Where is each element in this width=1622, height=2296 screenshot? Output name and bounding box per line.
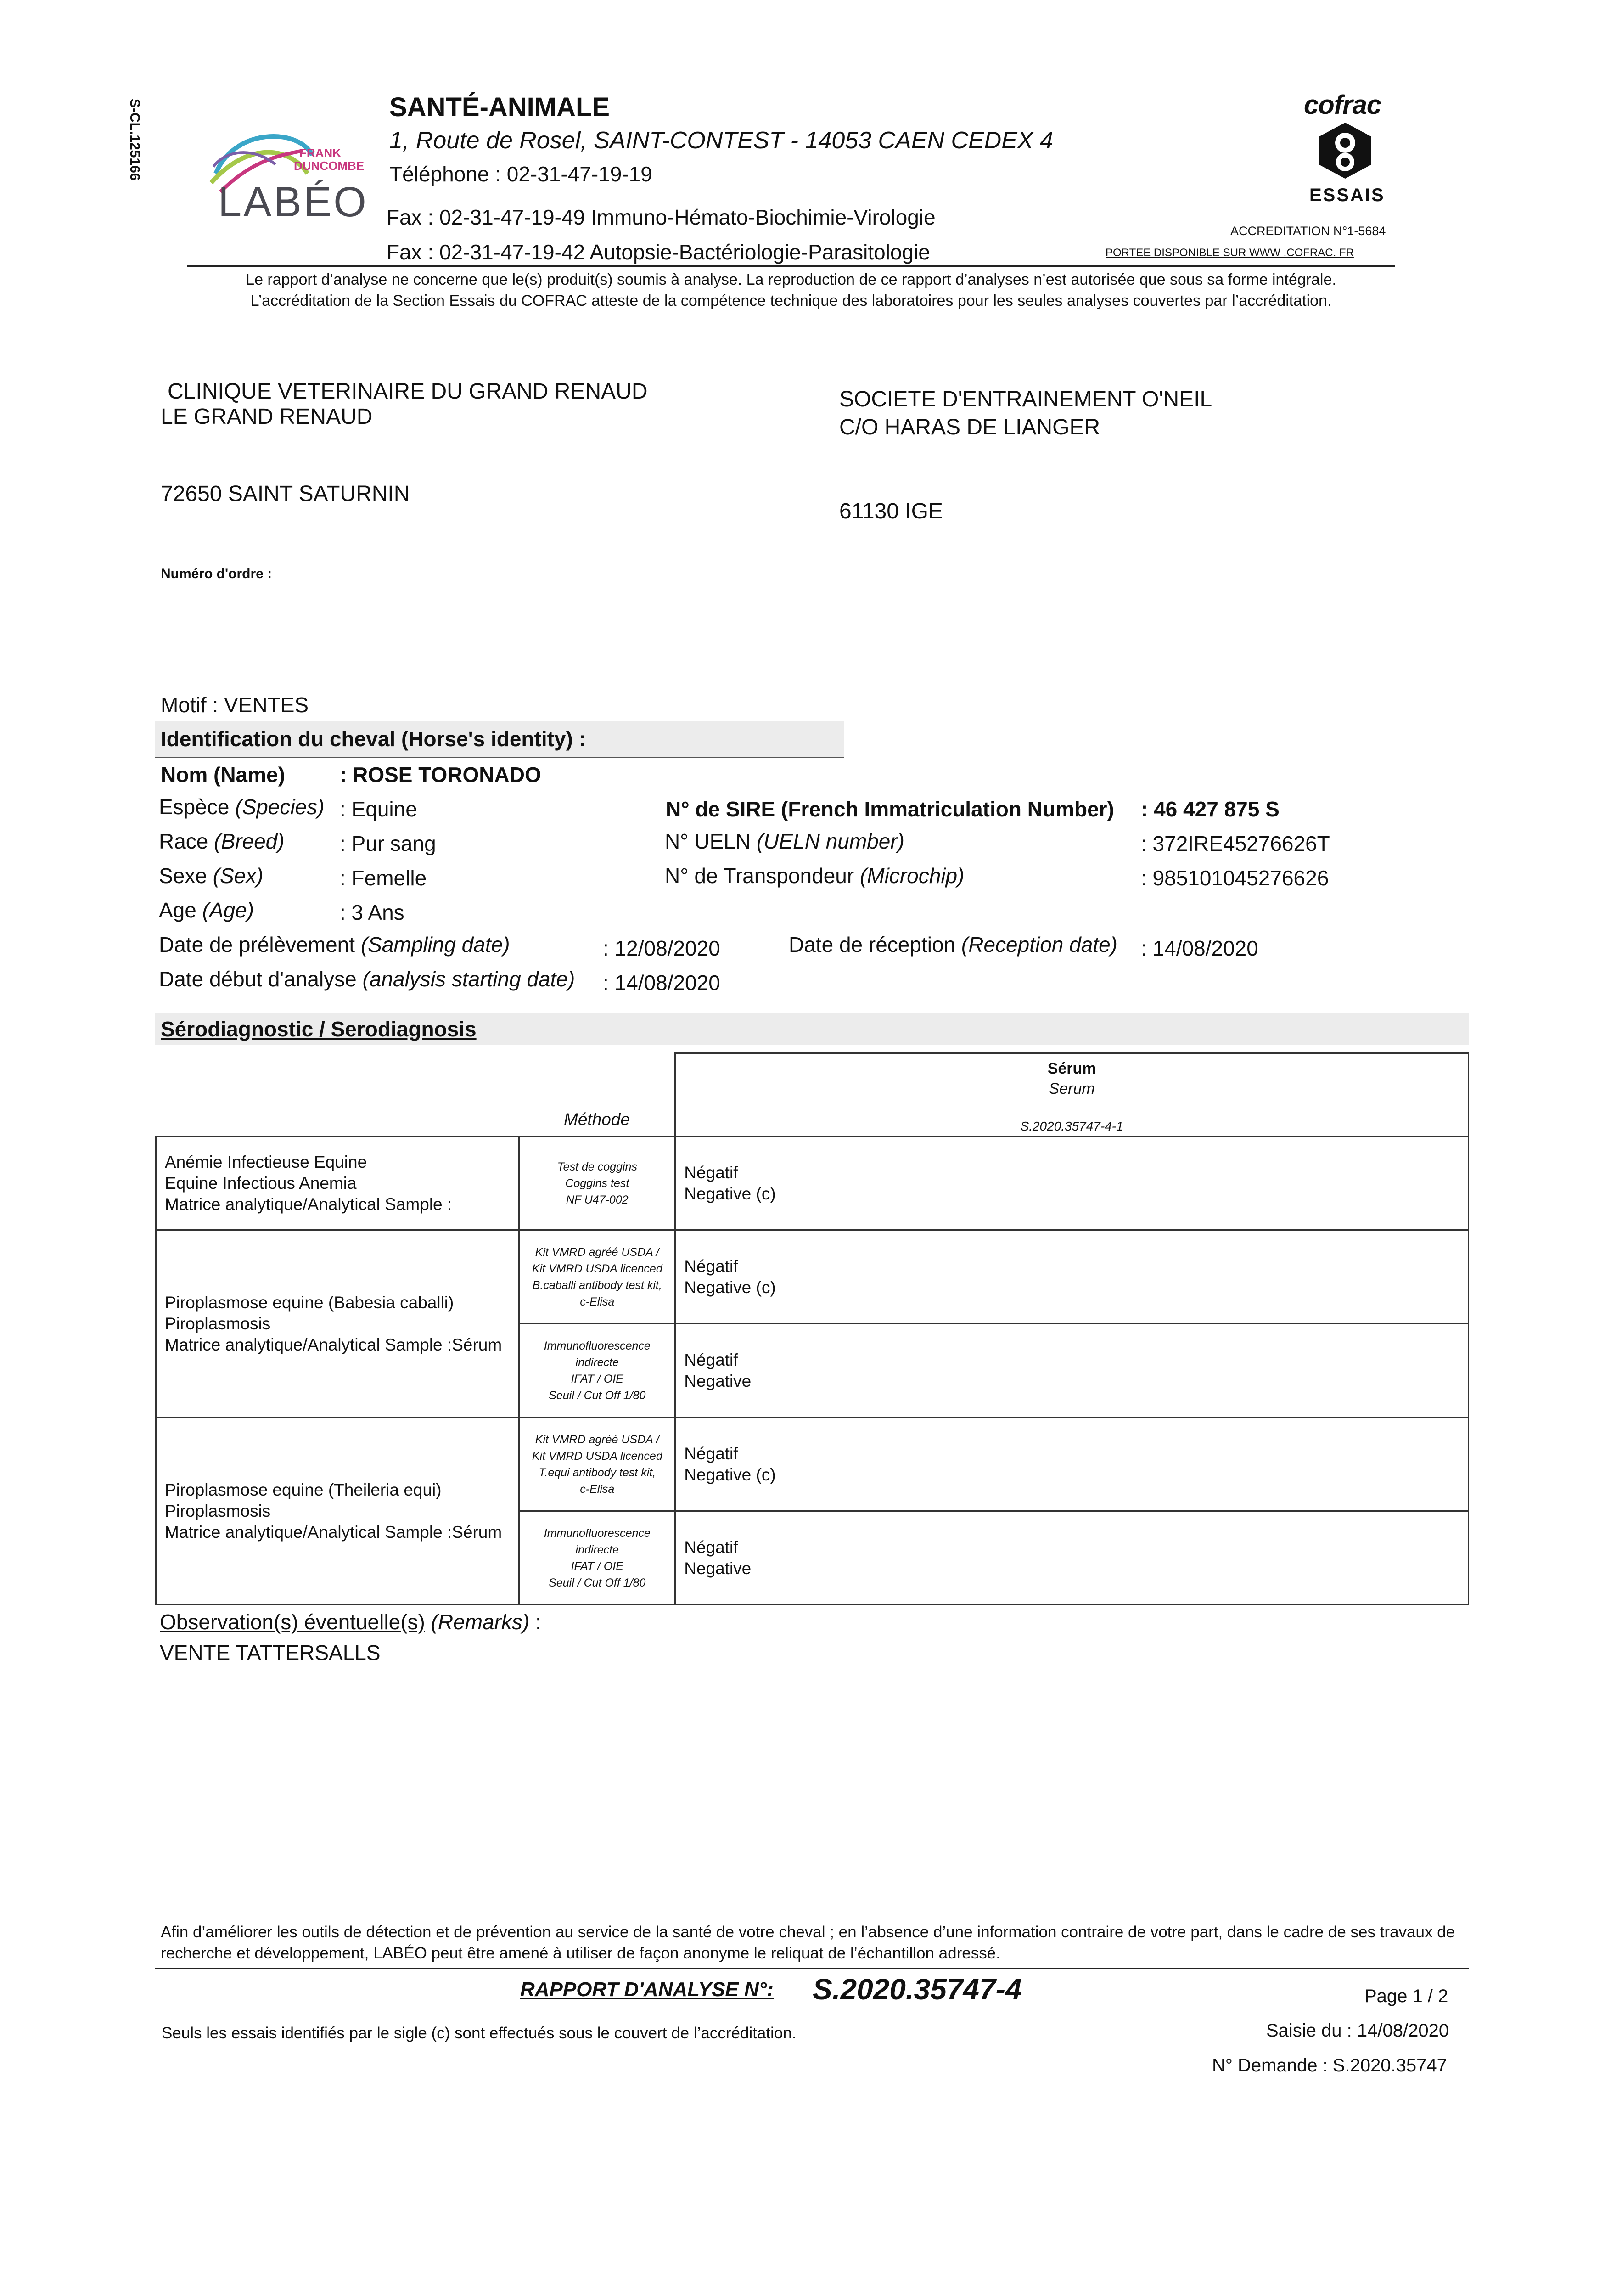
method-line: Kit VMRD agréé USDA / [535, 1433, 659, 1446]
lab-name: SANTÉ-ANIMALE [389, 92, 610, 122]
reception-date-label [789, 932, 1117, 957]
disclaimer-line-1: Le rapport d’analyse ne concerne que le(s) produit(s) soumis à analyse. La reproduction de ce rapport d’analyses n’est autorisée que sous sa forme intégrale. [246, 271, 1336, 288]
ueln-label-en: (UELN number) [756, 829, 904, 853]
result-cell [675, 1324, 1469, 1418]
species-label-fr: Espèce [159, 795, 230, 819]
transponder-value: : 985101045276626 [1141, 866, 1329, 890]
accreditation-number: ACCREDITATION N°1-5684 [1230, 224, 1386, 238]
order-number-label: Numéro d'ordre : [161, 566, 272, 581]
results-header-row [156, 1053, 1469, 1137]
method-line: Test de coggins [557, 1160, 637, 1173]
sampling-label-fr: Date de prélèvement [159, 933, 355, 957]
sample-header-cell [675, 1053, 1469, 1137]
age-value: : 3 Ans [340, 900, 404, 924]
logo-brand-text: LABÉO [218, 179, 368, 225]
method-line: Kit VMRD agréé USDA / [535, 1245, 659, 1259]
remarks-label-fr: Observation(s) éventuelle(s) [160, 1610, 425, 1634]
sex-label-fr: Sexe [159, 864, 207, 888]
reception-label-en: (Reception date) [961, 933, 1118, 957]
horse-name-value: : ROSE TORONADO [340, 763, 541, 787]
sampling-date-value: : 12/08/2020 [603, 936, 720, 960]
reception-label-fr: Date de réception [789, 933, 956, 957]
age-label-en: (Age) [202, 898, 254, 922]
lab-phone: Téléphone : 02-31-47-19-19 [389, 162, 652, 186]
sampling-date-label [159, 932, 510, 957]
result-cell [675, 1137, 1469, 1230]
header-blank-cell [156, 1053, 519, 1137]
sex-label-en: (Sex) [213, 864, 264, 888]
request-number: N° Demande : S.2020.35747 [1212, 2055, 1447, 2076]
document-reference-code: S-CL.125166 [127, 99, 142, 181]
lab-fax-autopsie: Fax : 02-31-47-19-42 Autopsie-Bactériologie-Parasitologie [387, 240, 930, 264]
sex-label [159, 863, 264, 888]
method-cell [519, 1511, 675, 1605]
method-cell [519, 1418, 675, 1511]
analysis-line: Matrice analytique/Analytical Sample :Sérum [165, 1335, 502, 1354]
method-line: indirecte [575, 1356, 619, 1369]
result-fr: Négatif [684, 1163, 738, 1182]
identity-section-title: Identification du cheval (Horse's identity) : [161, 727, 586, 751]
result-en: Negative [684, 1371, 752, 1390]
recipient-city: 61130 IGE [839, 499, 943, 523]
method-line: Kit VMRD USDA licenced [532, 1262, 662, 1275]
result-fr: Négatif [684, 1350, 738, 1369]
transponder-label-en: (Microchip) [859, 864, 965, 888]
sample-header-en: Serum [1049, 1080, 1095, 1097]
page-indicator: Page 1 / 2 [1364, 1986, 1448, 2006]
method-header: Méthode [519, 1053, 675, 1137]
method-line: c-Elisa [580, 1482, 615, 1496]
transponder-label [665, 863, 964, 888]
method-line: c-Elisa [580, 1295, 615, 1308]
ueln-label-fr: N° UELN [665, 829, 751, 853]
sampling-label-en: (Sampling date) [360, 933, 510, 957]
table-row [156, 1418, 1469, 1511]
breed-label [159, 829, 285, 854]
result-cell [675, 1230, 1469, 1324]
breed-label-en: (Breed) [214, 829, 285, 853]
sire-value: : 46 427 875 S [1141, 797, 1280, 821]
method-line: Seuil / Cut Off 1/80 [549, 1576, 646, 1589]
footer-divider [155, 1968, 1469, 1969]
entry-date: Saisie du : 14/08/2020 [1266, 2020, 1449, 2041]
serodiagnosis-section-title: Sérodiagnostic / Serodiagnosis [161, 1017, 477, 1041]
breed-value: : Pur sang [340, 832, 436, 855]
analysis-line: Matrice analytique/Analytical Sample : [165, 1194, 452, 1214]
recipient-line-2: C/O HARAS DE LIANGER [839, 415, 1100, 439]
method-line: Immunofluorescence [544, 1339, 651, 1352]
footer-notice: Afin d’améliorer les outils de détection et de prévention au service de la santé de votre cheval ; en l’absence d’une information contraire de votre part, dans le cadre de ses travaux de recherche et développement, LABÉO peut être amené à utiliser de façon anonyme le reliquat de l’échantillon adressé. [161, 1923, 1455, 1962]
analysis-line: Piroplasmose equine (Theileria equi) [165, 1480, 442, 1499]
method-line: Kit VMRD USDA licenced [532, 1449, 662, 1463]
logo-sub-line1: FRANK [299, 146, 341, 160]
result-en: Negative (c) [684, 1465, 776, 1484]
method-line: B.caballi antibody test kit, [532, 1278, 662, 1292]
start-label-fr: Date début d'analyse [159, 967, 357, 991]
analysis-cell [156, 1418, 519, 1605]
table-row [156, 1230, 1469, 1324]
method-line: Immunofluorescence [544, 1526, 651, 1540]
report-number: S.2020.35747-4 [813, 1973, 1022, 2006]
transponder-label-fr: N° de Transpondeur [665, 864, 854, 888]
cofrac-logo-top: cofrac [1304, 90, 1381, 120]
analysis-line: Piroplasmose equine (Babesia caballi) [165, 1293, 454, 1312]
method-line: IFAT / OIE [571, 1559, 623, 1573]
method-line: NF U47-002 [566, 1193, 629, 1206]
cofrac-logo-bottom: ESSAIS [1309, 185, 1385, 205]
method-line: indirecte [575, 1543, 619, 1556]
accreditation-note: Seuls les essais identifiés par le sigle (c) sont effectués sous le couvert de l’accréditation. [162, 2024, 797, 2042]
method-line: IFAT / OIE [571, 1372, 623, 1385]
sender-line-1: CLINIQUE VETERINAIRE DU GRAND RENAUD [168, 379, 648, 404]
cofrac-logo [1299, 90, 1391, 214]
result-cell [675, 1511, 1469, 1605]
age-label [159, 898, 254, 923]
species-value: : Equine [340, 797, 417, 821]
remarks-label-en: (Remarks) [431, 1610, 530, 1634]
analysis-start-value: : 14/08/2020 [603, 971, 720, 995]
result-cell [675, 1418, 1469, 1511]
species-label [159, 794, 325, 819]
method-cell [519, 1324, 675, 1418]
analysis-line: Equine Infectious Anemia [165, 1173, 357, 1193]
breed-label-fr: Race [159, 829, 208, 853]
sex-value: : Femelle [340, 866, 427, 890]
lab-fax-immuno: Fax : 02-31-47-19-49 Immuno-Hémato-Biochimie-Virologie [387, 205, 936, 229]
method-cell [519, 1137, 675, 1230]
analysis-line: Piroplasmosis [165, 1314, 271, 1333]
result-fr: Négatif [684, 1256, 738, 1276]
sender-line-2: LE GRAND RENAUD [161, 405, 373, 429]
ueln-label [665, 829, 904, 854]
result-en: Negative [684, 1559, 752, 1578]
reception-date-value: : 14/08/2020 [1141, 936, 1258, 960]
result-fr: Négatif [684, 1537, 738, 1557]
results-table [155, 1052, 1469, 1605]
method-cell [519, 1230, 675, 1324]
report-number-label: RAPPORT D'ANALYSE N°: [520, 1978, 774, 2001]
identity-section-rule [155, 757, 844, 758]
lab-address: 1, Route de Rosel, SAINT-CONTEST - 14053 CAEN CEDEX 4 [389, 127, 1053, 154]
remarks-value: VENTE TATTERSALLS [160, 1641, 381, 1665]
result-en: Negative (c) [684, 1184, 776, 1203]
header-divider [187, 265, 1395, 267]
analysis-start-label [159, 967, 575, 991]
method-line: T.equi antibody test kit, [539, 1466, 656, 1479]
result-fr: Négatif [684, 1444, 738, 1463]
table-row [156, 1137, 1469, 1230]
age-label-fr: Age [159, 898, 196, 922]
analysis-cell [156, 1230, 519, 1418]
horse-name-label: Nom (Name) [161, 763, 285, 787]
start-label-en: (analysis starting date) [362, 967, 575, 991]
disclaimer-line-2: L’accréditation de la Section Essais du COFRAC atteste de la compétence technique des laboratoires pour les seules analyses couvertes par l’accréditation. [250, 292, 1332, 310]
sample-id: S.2020.35747-4-1 [1020, 1119, 1123, 1133]
result-en: Negative (c) [684, 1277, 776, 1297]
labeo-logo [197, 123, 372, 233]
logo-sub-line2: DUNCOMBE [294, 159, 365, 173]
analysis-line: Anémie Infectieuse Equine [165, 1152, 367, 1171]
sample-header-fr: Sérum [1047, 1060, 1096, 1077]
remarks-label-colon: : [535, 1610, 541, 1634]
remarks-label [160, 1609, 541, 1634]
analysis-line: Matrice analytique/Analytical Sample :Sérum [165, 1522, 502, 1542]
method-line: Coggins test [565, 1176, 629, 1190]
ueln-value: : 372IRE45276626T [1141, 832, 1330, 855]
cofrac-hexagon-icon [1313, 121, 1377, 180]
method-line: Seuil / Cut Off 1/80 [549, 1389, 646, 1402]
analysis-line: Piroplasmosis [165, 1501, 271, 1520]
sire-label: N° de SIRE (French Immatriculation Number) [666, 797, 1114, 821]
species-label-en: (Species) [235, 795, 325, 819]
sender-city: 72650 SAINT SATURNIN [161, 482, 410, 506]
accreditation-scope-link[interactable]: PORTEE DISPONIBLE SUR WWW .COFRAC. FR [1106, 247, 1354, 259]
motif: Motif : VENTES [161, 693, 309, 717]
recipient-line-1: SOCIETE D'ENTRAINEMENT O'NEIL [839, 387, 1212, 411]
analysis-cell [156, 1137, 519, 1230]
